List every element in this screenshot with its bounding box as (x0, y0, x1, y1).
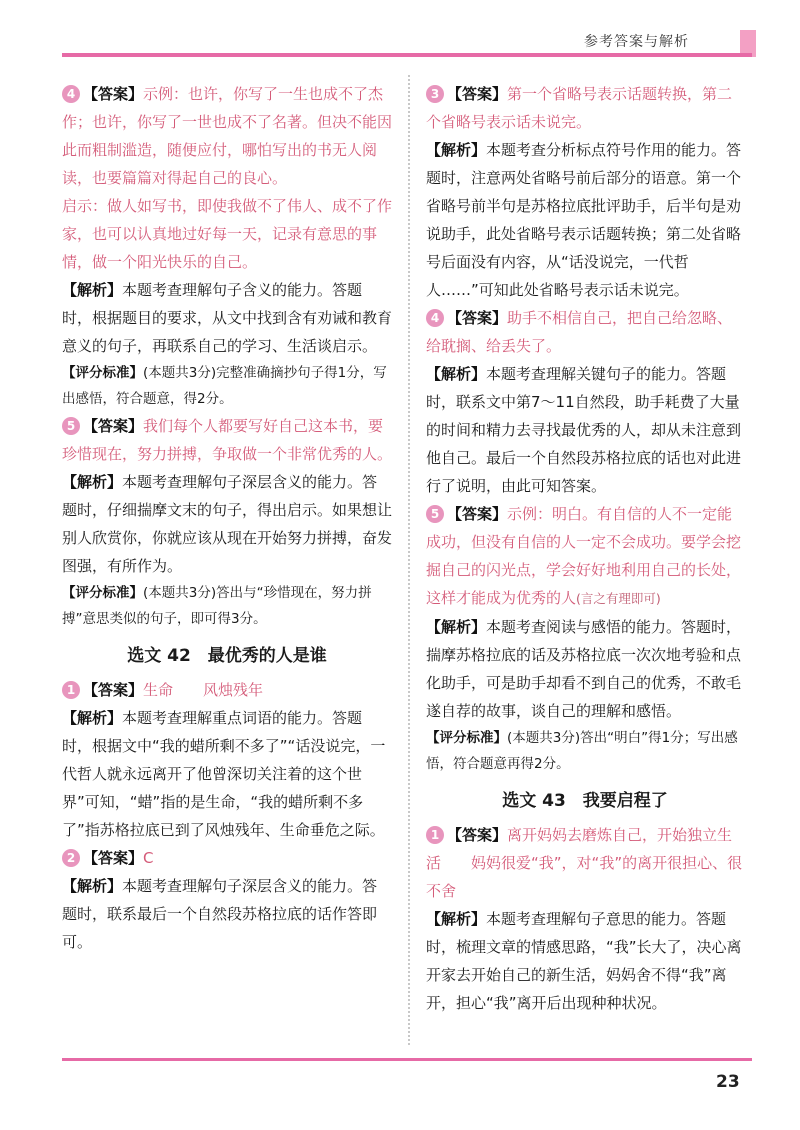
question-number: 2 (62, 849, 80, 867)
scoring-item-q4 (62, 360, 392, 412)
analysis-label: 【解析】 (62, 473, 123, 491)
question-number: 3 (426, 85, 444, 103)
analysis-item-q5 (62, 468, 392, 580)
analysis-text: 本题考查理解句子含义的能力。答题时，根据题目的要求，从文中找到含有劝诫和教育意义的句子，再联系自己的学习、生活谈启示。 (62, 281, 393, 355)
analysis-label: 【解析】 (62, 281, 123, 299)
scoring-text: (本题共3分)完整准确摘抄句子得1分，写出感悟，符合题意，得2分。 (62, 365, 387, 407)
analysis-item-s42q2 (62, 872, 392, 956)
analysis-item-s42q4 (426, 360, 744, 500)
question-number: 5 (62, 417, 80, 435)
question-number: 1 (426, 826, 444, 844)
answer-label: 【答案】 (83, 849, 144, 867)
answer-label: 【答案】 (447, 826, 508, 844)
page-number: 23 (716, 1072, 740, 1092)
analysis-label: 【解析】 (426, 618, 487, 636)
answer-label: 【答案】 (447, 309, 508, 327)
answer-text: 离开妈妈去磨炼自己，开始独立生活 妈妈很爱“我”，对“我”的离开很担心、很不舍 (426, 826, 743, 900)
answer-note: (言之有理即可) (576, 591, 661, 606)
left-column (62, 80, 392, 956)
header-title: 参考答案与解析 (584, 34, 689, 50)
answer-label: 【答案】 (447, 505, 508, 523)
footer-rule (62, 1058, 752, 1061)
answer-label: 【答案】 (447, 85, 508, 103)
scoring-item-s42q5 (426, 725, 744, 777)
answer-text: 生命 风烛残年 (143, 681, 264, 699)
answer-text: C (143, 849, 154, 867)
answer-label: 【答案】 (83, 681, 144, 699)
analysis-item-q4 (62, 276, 392, 360)
analysis-text: 本题考查理解句子意思的能力。答题时，梳理文章的情感思路，“我”长大了，决心离开家去开始自己的新生活，妈妈舍不得“我”离开，担心“我”离开后出现种种状况。 (426, 910, 742, 1012)
analysis-label: 【解析】 (426, 141, 487, 159)
scoring-text: (本题共3分)答出与“珍惜现在，努力拼搏”意思类似的句子，即可得3分。 (62, 585, 372, 627)
right-column (426, 80, 744, 1017)
answer-item-s42q3 (426, 80, 744, 136)
analysis-text: 本题考查理解关键句子的能力。答题时，联系文中第7～11自然段，助手耗费了大量的时间和精力去寻找最优秀的人，却从未注意到他自己。最后一个自然段苏格拉底的话也对此进行了说明，由此可知答案。 (426, 365, 742, 495)
answer-text: 助手不相信自己，把自己给忽略、给耽搁、给丢失了。 (426, 309, 733, 355)
analysis-text: 本题考查分析标点符号作用的能力。答题时，注意两处省略号前后部分的语意。第一个省略号前半句是苏格拉底批评助手，后半句是劝说助手，此处省略号表示话题转换；第二处省略号后面没有内容，从“话没说完，一代哲人……”可知此处省略号表示话未说完。 (426, 141, 742, 299)
answer-item-s42q1 (62, 676, 392, 704)
analysis-text: 本题考查理解句子深层含义的能力。答题时，仔细揣摩文末的句子，得出启示。如果想让别人欣赏你，你就应该从现在开始努力拼搏，奋发图强，有所作为。 (62, 473, 393, 575)
answer-item-q5 (62, 412, 392, 468)
insight-item (62, 192, 392, 276)
analysis-text: 本题考查理解重点词语的能力。答题时，根据文中“我的蜡所剩不多了”“话没说完，一代哲人就永远离开了他曾深切关注着的这个世界”可知，“蜡”指的是生命，“我的蜡所剩不多了”指苏格拉底已到了风烛残年、生命垂危之际。 (62, 709, 386, 839)
question-number: 4 (426, 309, 444, 327)
answer-item-s42q2 (62, 844, 392, 872)
scoring-text: (本题共3分)答出“明白”得1分；写出感悟，符合题意再得2分。 (426, 730, 738, 772)
answer-label: 【答案】 (83, 85, 144, 103)
answer-label: 【答案】 (83, 417, 144, 435)
analysis-label: 【解析】 (426, 910, 487, 928)
scoring-item-q5 (62, 580, 392, 632)
answer-item-s42q4 (426, 304, 744, 360)
question-number: 5 (426, 505, 444, 523)
answer-text: 示例：明白。有自信的人不一定能成功，但没有自信的人一定不会成功。要学会挖掘自己的闪光点，学会好好地利用自己的长处，这样才能成为优秀的人 (426, 505, 742, 607)
scoring-label: 【评分标准】 (62, 585, 143, 601)
insight-text: 启示：做人如写书，即使我做不了伟人、成不了作家，也可以认真地过好每一天，记录有意思的事情，做一个阳光快乐的自己。 (62, 197, 393, 271)
scoring-label: 【评分标准】 (426, 730, 507, 746)
answer-item-s43q1 (426, 821, 744, 905)
analysis-item-s42q1 (62, 704, 392, 844)
analysis-label: 【解析】 (426, 365, 487, 383)
column-divider (408, 75, 410, 1045)
answer-item-s42q5 (426, 500, 744, 613)
analysis-item-s42q3 (426, 136, 744, 304)
question-number: 1 (62, 681, 80, 699)
answer-text: 我们每个人都要写好自己这本书，要珍惜现在，努力拼搏，争取做一个非常优秀的人。 (62, 417, 393, 463)
analysis-item-s43q1 (426, 905, 744, 1017)
analysis-text: 本题考查理解句子深层含义的能力。答题时，联系最后一个自然段苏格拉底的话作答即可。 (62, 877, 378, 951)
header-rule (62, 53, 752, 57)
scoring-label: 【评分标准】 (62, 365, 143, 381)
analysis-text: 本题考查阅读与感悟的能力。答题时，揣摩苏格拉底的话及苏格拉底一次次地考验和点化助手，可是助手却看不到自己的优秀，不敢毛遂自荐的故事，谈自己的理解和感悟。 (426, 618, 742, 720)
analysis-label: 【解析】 (62, 877, 123, 895)
section-title-43: 选文 43 我要启程了 (502, 791, 668, 811)
section-title-42: 选文 42 最优秀的人是谁 (127, 646, 327, 666)
answer-item-q4 (62, 80, 392, 192)
answer-text: 示例：也许，你写了一生也成不了杰作；也许，你写了一世也成不了名著。但决不能因此而粗制滥造，随便应付，哪怕写出的书无人阅读，也要篇篇对得起自己的良心。 (62, 85, 393, 187)
question-number: 4 (62, 85, 80, 103)
analysis-label: 【解析】 (62, 709, 123, 727)
answer-text: 第一个省略号表示话题转换，第二个省略号表示话未说完。 (426, 85, 733, 131)
analysis-item-s42q5 (426, 613, 744, 725)
